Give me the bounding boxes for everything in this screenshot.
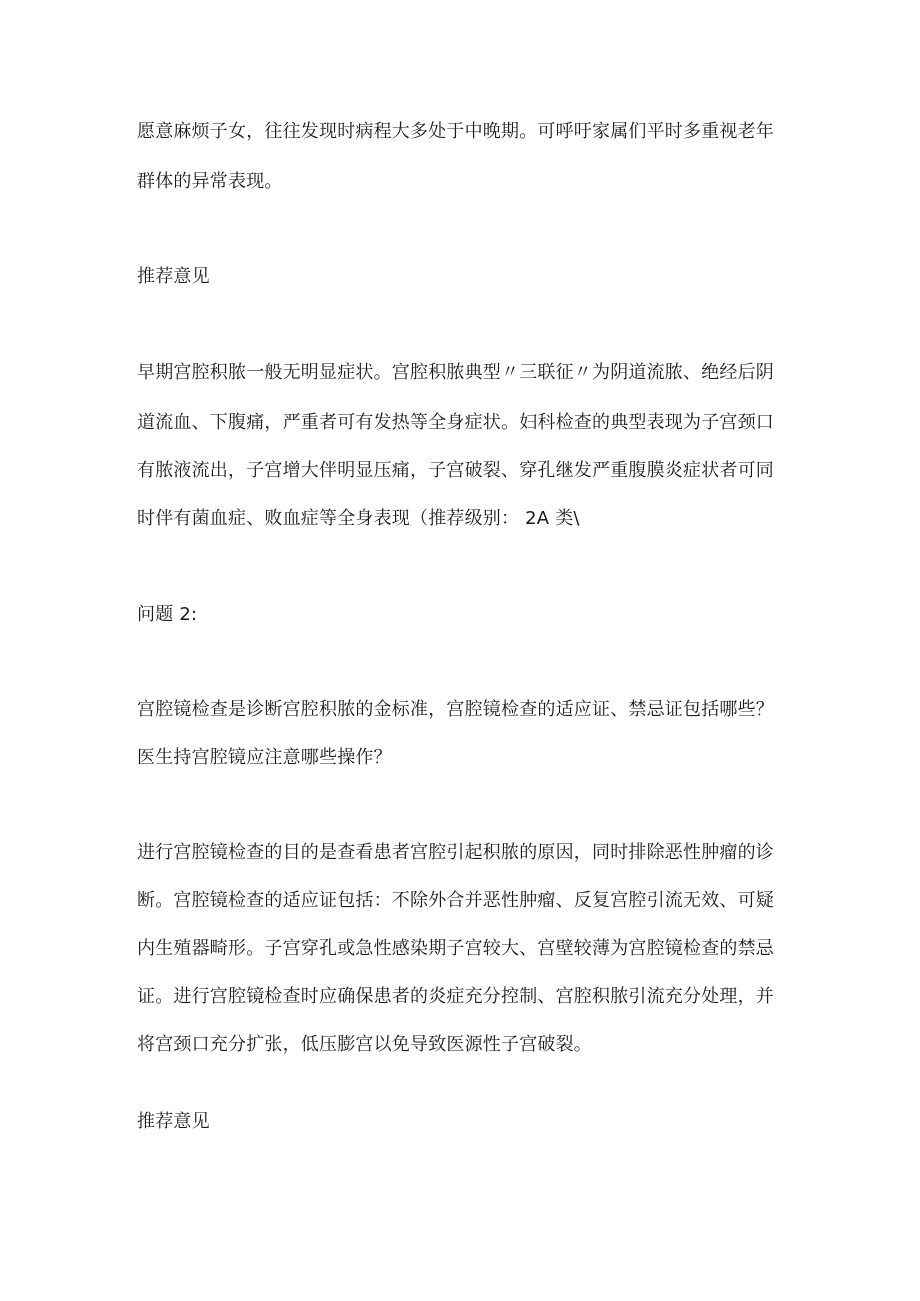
section-heading: 推荐意见 (137, 1111, 210, 1132)
paragraph-line: 群体的异常表现。 (137, 171, 283, 192)
question-heading: 问题 2: (137, 604, 198, 625)
paragraph-line: 愿意麻烦子女，往往发现时病程大多处于中晚期。可呼吁家属们平时多重视老年 (137, 121, 774, 142)
paragraph-line: 宫腔镜检查是诊断宫腔积脓的金标准，宫腔镜检查的适应证、禁忌证包括哪些？ (137, 699, 774, 720)
paragraph-line: 证。进行宫腔镜检查时应确保患者的炎症充分控制、宫腔积脓引流充分处理，并 (137, 986, 774, 1007)
paragraph-line: 将宫颈口充分扩张，低压膨宫以免导致医源性子宫破裂。 (137, 1034, 592, 1055)
paragraph-line: 医生持宫腔镜应注意哪些操作？ (137, 747, 392, 768)
paragraph-line: 道流血、下腹痛，严重者可有发热等全身症状。妇科检查的典型表现为子宫颈口 (137, 412, 774, 433)
paragraph-line: 早期宫腔积脓一般无明显症状。宫腔积脓典型〃三联征〃为阴道流脓、绝经后阴 (137, 362, 774, 383)
section-heading: 推荐意见 (137, 266, 210, 287)
paragraph-line: 有脓液流出，子宫增大伴明显压痛，子宫破裂、穿孔继发严重腹膜炎症状者可同 (137, 460, 774, 481)
paragraph-line: 断。宫腔镜检查的适应证包括：不除外合并恶性肿瘤、反复宫腔引流无效、可疑 (137, 890, 774, 911)
paragraph-line: 进行宫腔镜检查的目的是查看患者宫腔引起积脓的原因，同时排除恶性肿瘤的诊 (137, 842, 774, 863)
paragraph-line: 时伴有菌血症、败血症等全身表现（推荐级别： 2A 类\ (137, 508, 580, 529)
paragraph-line: 内生殖器畸形。子宫穿孔或急性感染期子宫较大、宫壁较薄为宫腔镜检查的禁忌 (137, 938, 774, 959)
